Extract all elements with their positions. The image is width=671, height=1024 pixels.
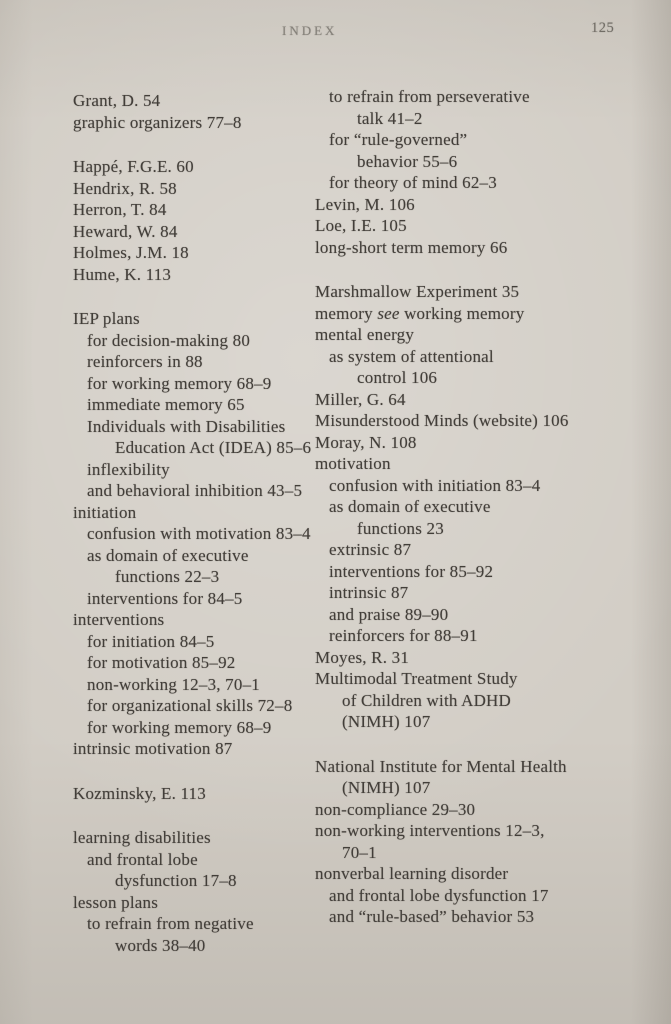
index-entry: non-compliance 29–30 xyxy=(315,799,476,819)
index-entry: Kozminsky, E. 113 xyxy=(73,783,206,803)
index-entry: interventions for 85–92 xyxy=(329,561,494,581)
index-entry: long-short term memory 66 xyxy=(315,237,508,257)
index-entry: Grant, D. 54 xyxy=(73,91,161,110)
index-entry: learning disabilities xyxy=(73,828,211,847)
index-entry: for working memory 68–9 xyxy=(87,373,272,393)
index-entry: (NIMH) 107 xyxy=(342,712,431,731)
index-entry: behavior 55–6 xyxy=(357,151,458,171)
index-entry: intrinsic motivation 87 xyxy=(73,739,233,758)
index-entry: for theory of mind 62–3 xyxy=(329,173,497,192)
index-entry: control 106 xyxy=(357,368,438,387)
index-entry xyxy=(315,303,645,325)
index-entry: (NIMH) 107 xyxy=(342,778,431,797)
index-entry: interventions for 84–5 xyxy=(87,588,243,608)
index-entry: initiation xyxy=(73,502,137,522)
index-entry: Moray, N. 108 xyxy=(315,432,417,452)
index-entry: to refrain from perseverative xyxy=(329,87,530,106)
index-entry: Multimodal Treatment Study xyxy=(315,669,518,688)
index-entry: and praise 89–90 xyxy=(329,604,449,624)
index-entry: as system of attentional xyxy=(329,346,494,366)
index-entry: of Children with ADHD xyxy=(342,690,511,710)
index-entry: and behavioral inhibition 43–5 xyxy=(87,481,303,500)
index-entry: Hume, K. 113 xyxy=(73,264,172,284)
index-entry: intrinsic 87 xyxy=(329,583,409,602)
index-entry: talk 41–2 xyxy=(357,108,423,128)
index-entry: 70–1 xyxy=(342,842,377,862)
index-entry: Holmes, J.M. 18 xyxy=(73,243,189,262)
index-entry: Happé, F.G.E. 60 xyxy=(73,157,194,176)
index-entry: reinforcers for 88–91 xyxy=(329,626,478,645)
index-entry: and frontal lobe xyxy=(87,849,198,869)
index-entry: Education Act (IDEA) 85–6 xyxy=(115,438,312,457)
index-entry: National Institute for Mental Health xyxy=(315,756,567,776)
index-entry: graphic organizers 77–8 xyxy=(73,112,242,132)
index-entry: confusion with motivation 83–4 xyxy=(87,524,311,543)
index-entry: Herron, T. 84 xyxy=(73,200,167,219)
running-head: INDEX xyxy=(282,23,338,38)
index-entry: for decision-making 80 xyxy=(87,330,251,350)
index-entry: reinforcers in 88 xyxy=(87,352,203,371)
index-entry: for initiation 84–5 xyxy=(87,631,215,651)
index-entry-text: memory xyxy=(315,303,378,323)
index-entry: interventions xyxy=(73,610,165,629)
index-entry: as domain of executive xyxy=(87,545,249,565)
index-entry: for organizational skills 72–8 xyxy=(87,696,293,715)
index-entry: Miller, G. 64 xyxy=(315,389,406,409)
index-entry: lesson plans xyxy=(73,892,159,912)
index-entry: Hendrix, R. 58 xyxy=(73,178,177,198)
index-entry: to refrain from negative xyxy=(87,914,254,933)
index-entry: non-working interventions 12–3, xyxy=(315,821,545,840)
index-entry: non-working 12–3, 70–1 xyxy=(87,674,260,694)
index-entry: as domain of executive xyxy=(329,497,491,516)
index-entry: Moyes, R. 31 xyxy=(315,647,410,667)
index-entry: confusion with initiation 83–4 xyxy=(329,475,541,495)
index-entry: for working memory 68–9 xyxy=(87,717,272,737)
index-column-right xyxy=(315,86,645,928)
index-entry: functions 23 xyxy=(357,518,444,538)
index-entry: functions 22–3 xyxy=(115,567,220,586)
index-entry: nonverbal learning disorder xyxy=(315,864,509,883)
index-entry: dysfunction 17–8 xyxy=(115,871,237,890)
index-entry: Levin, M. 106 xyxy=(315,194,415,214)
index-entry: mental energy xyxy=(315,325,415,344)
index-entry: for “rule-governed” xyxy=(329,130,468,149)
blank-line xyxy=(315,258,645,281)
blank-line xyxy=(315,733,645,756)
index-entry: Marshmallow Experiment 35 xyxy=(315,282,520,301)
index-entry: motivation xyxy=(315,454,391,473)
page-number: 125 xyxy=(591,20,615,36)
index-entry: Loe, I.E. 105 xyxy=(315,216,407,235)
index-entry: IEP plans xyxy=(73,309,140,328)
index-entry: immediate memory 65 xyxy=(87,395,245,414)
index-entry: inflexibility xyxy=(87,459,170,479)
index-entry: words 38–40 xyxy=(115,935,206,955)
index-entry: extrinsic 87 xyxy=(329,540,412,559)
index-entry-text: working memory xyxy=(399,303,525,323)
index-entry: and “rule-based” behavior 53 xyxy=(329,907,535,926)
index-entry: Misunderstood Minds (website) 106 xyxy=(315,411,569,430)
index-entry: Individuals with Disabilities xyxy=(87,416,286,436)
cross-reference-see: see xyxy=(377,303,400,323)
index-entry: Heward, W. 84 xyxy=(73,221,178,241)
index-entry: for motivation 85–92 xyxy=(87,653,236,672)
index-entry: and frontal lobe dysfunction 17 xyxy=(329,885,549,905)
